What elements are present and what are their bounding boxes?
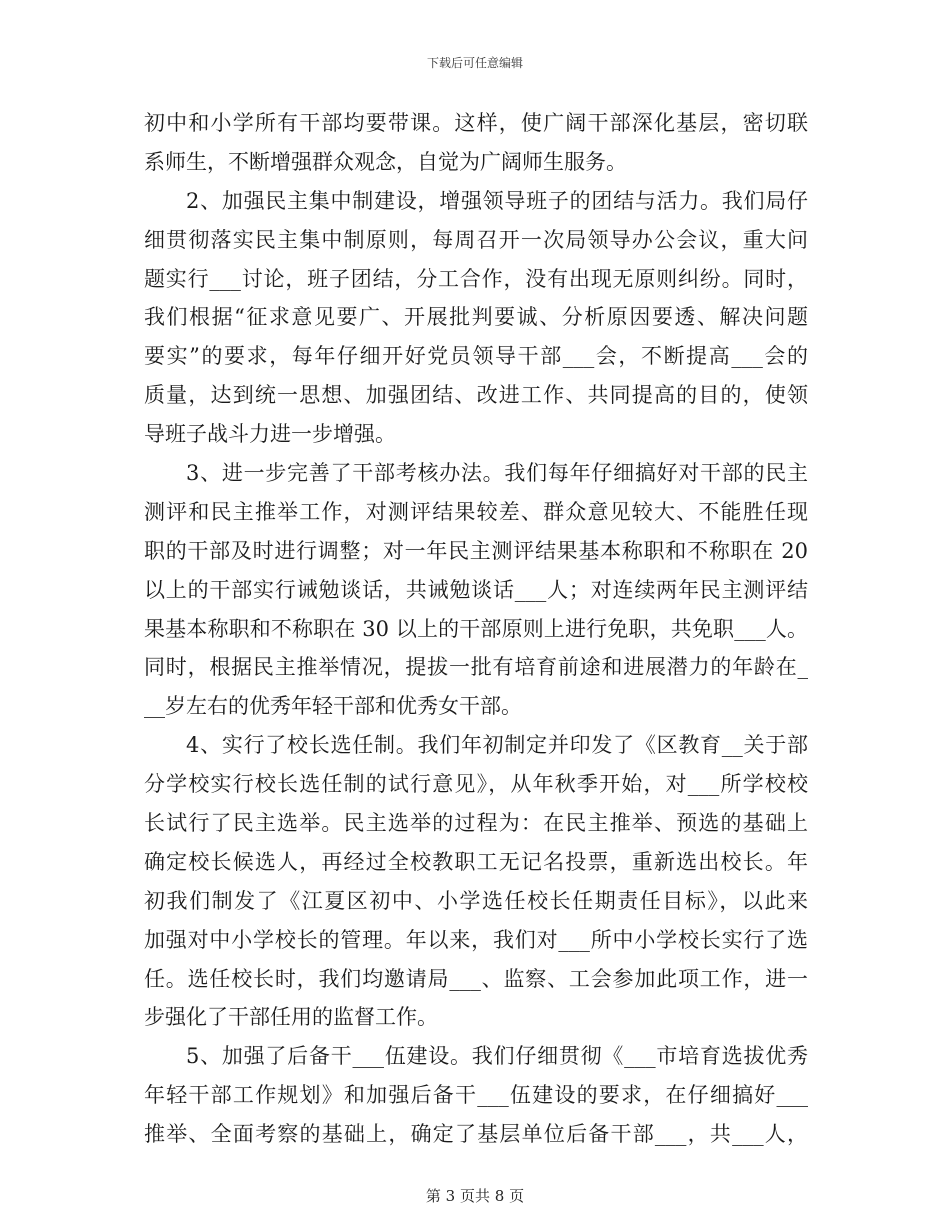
- text-line: __岁左右的优秀年轻干部和优秀女干部。: [144, 694, 522, 719]
- text-line: 年轻干部工作规划》和加强后备干___伍建设的要求，在仔细搞好___: [144, 1083, 808, 1108]
- page-footer: 第 3 页共 8 页: [425, 1187, 525, 1205]
- document-body: [144, 104, 808, 1154]
- text-line: 以上的干部实行诫勉谈话，共诫勉谈话___人；对连续两年民主测评结: [144, 577, 808, 602]
- text-line: 我们根据“征求意见要广、开展批判要诚、分析原因要透、解决问题: [144, 305, 808, 330]
- text-line: 2、加强民主集中制建设，增强领导班子的团结与活力。我们局仔: [186, 188, 808, 213]
- text-line: 导班子战斗力进一步增强。: [144, 422, 396, 447]
- text-line: 4、实行了校长选任制。我们年初制定并印发了《区教育__关于部: [186, 733, 808, 758]
- page-header: 下载后可任意编辑: [426, 56, 523, 70]
- text-line: 推举、全面考察的基础上，确定了基层单位后备干部___，共___人，: [144, 1122, 808, 1147]
- text-line: 细贯彻落实民主集中制原则，每周召开一次局领导办公会议，重大问: [144, 227, 808, 252]
- text-line: 测评和民主推举工作，对测评结果较差、群众意见较大、不能胜任现: [144, 499, 808, 524]
- text-line: 初我们制发了《江夏区初中、小学选任校长任期责任目标》，以此来: [144, 888, 808, 913]
- text-line: 题实行___讨论，班子团结，分工合作，没有出现无原则纠纷。同时，: [144, 266, 808, 291]
- text-line: 5、加强了后备干___伍建设。我们仔细贯彻《___市培育选拔优秀: [186, 1044, 808, 1069]
- text-line: 果基本称职和不称职在 30 以上的干部原则上进行免职，共免职___人。: [144, 616, 808, 641]
- text-line: 步强化了干部任用的监督工作。: [144, 1005, 438, 1030]
- text-line: 同时，根据民主推举情况，提拔一批有培育前途和进展潜力的年龄在_: [144, 655, 808, 680]
- text-line: 分学校实行校长选任制的试行意见》，从年秋季开始，对___所学校校: [144, 772, 808, 797]
- text-line: 职的干部及时进行调整；对一年民主测评结果基本称职和不称职在 20: [144, 538, 808, 563]
- text-line: 系师生，不断增强群众观念，自觉为广阔师生服务。: [144, 149, 627, 174]
- text-line: 3、进一步完善了干部考核办法。我们每年仔细搞好对干部的民主: [186, 461, 808, 486]
- text-line: 加强对中小学校长的管理。年以来，我们对___所中小学校长实行了选: [144, 927, 808, 952]
- text-line: 任。选任校长时，我们均邀请局___、监察、工会参加此项工作，进一: [144, 966, 808, 991]
- text-line: 确定校长候选人，再经过全校教职工无记名投票，重新选出校长。年: [144, 849, 808, 874]
- text-line: 要实”的要求，每年仔细开好党员领导干部___会，不断提高___会的: [144, 344, 808, 369]
- text-line: 长试行了民主选举。民主选举的过程为：在民主推举、预选的基础上: [144, 811, 808, 836]
- text-line: 初中和小学所有干部均要带课。这样，使广阔干部深化基层，密切联: [144, 111, 808, 135]
- text-line: 质量，达到统一思想、加强团结、改进工作、共同提高的目的，使领: [144, 383, 808, 408]
